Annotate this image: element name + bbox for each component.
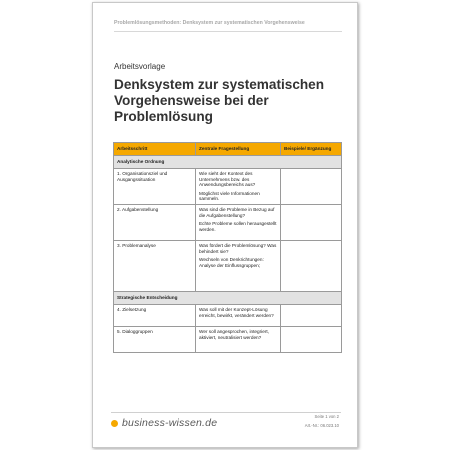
question-text: Was sind die Probleme in Bezug auf die Aufgabenstellung? (199, 207, 275, 218)
section-row (114, 156, 342, 169)
question-cell (196, 205, 281, 241)
step-cell: 5. Dialoggruppen (114, 327, 196, 353)
step-cell: 3. Problemanalyse (114, 241, 196, 292)
table-row (114, 327, 342, 353)
section-title: Analytische Ordnung (114, 156, 342, 169)
running-header: Problemlösungsmethoden: Denksystem zur systematischen Vorgehensweise (114, 20, 305, 26)
step-cell: 2. Aufgabenstellung (114, 205, 196, 241)
brand-logo (111, 417, 217, 429)
question-text: Wie sieht der Kontext des Unternehmens bzw. des Anwendungsbereichs aus? (199, 171, 256, 188)
footer-divider (111, 412, 341, 413)
example-cell (281, 169, 342, 205)
worksheet-table (113, 142, 342, 353)
table-row (114, 305, 342, 327)
document-title: Denksystem zur systematischen Vorgehensweise bei der Problemlösung (114, 77, 325, 124)
document-page (92, 2, 358, 448)
table-row (114, 205, 342, 241)
table-header-row (114, 143, 342, 156)
table-row (114, 241, 342, 292)
question-cell: Wer soll angesprochen, integriert, aktiviert, neutralisiert werden? (196, 327, 281, 353)
page-number: Seite 1 von 2 (314, 414, 339, 419)
column-header-question: Zentrale Fragestellung (196, 143, 281, 156)
question-note: Möglichst viele Informationen sammeln. (199, 190, 260, 202)
logo-dot-icon (111, 420, 118, 427)
column-header-examples: Beispiele/ Ergänzung (281, 143, 342, 156)
column-header-step: Arbeitsschritt (114, 143, 196, 156)
step-cell: 4. Zielsetzung (114, 305, 196, 327)
question-text: Was fördert die Problemlösung? Was behindert sie? (199, 243, 277, 254)
question-cell (196, 241, 281, 292)
header-divider (114, 31, 342, 32)
question-note: Echte Probleme sollen herausgestellt werden. (199, 221, 277, 232)
section-title: Strategische Entscheidung (114, 292, 342, 305)
article-number: Art.-Nr.: 06.023.10 (304, 423, 339, 428)
table-row (114, 169, 342, 205)
example-cell (281, 205, 342, 241)
step-cell: 1. Organisationsziel und Ausgangssituation (114, 169, 196, 205)
question-note: Wechseln von Denkrichtungen: Analyse der Einflussgruppen; (199, 257, 264, 268)
question-cell: Was soll mit der Konzept-Lösung erreicht, bewirkt, verändert werden? (196, 305, 281, 327)
example-cell (281, 305, 342, 327)
section-row (114, 292, 342, 305)
logo-text: business-wissen.de (122, 417, 218, 429)
document-subtitle: Arbeitsvorlage (114, 62, 166, 71)
question-cell (196, 169, 281, 205)
example-cell (281, 241, 342, 292)
example-cell (281, 327, 342, 353)
